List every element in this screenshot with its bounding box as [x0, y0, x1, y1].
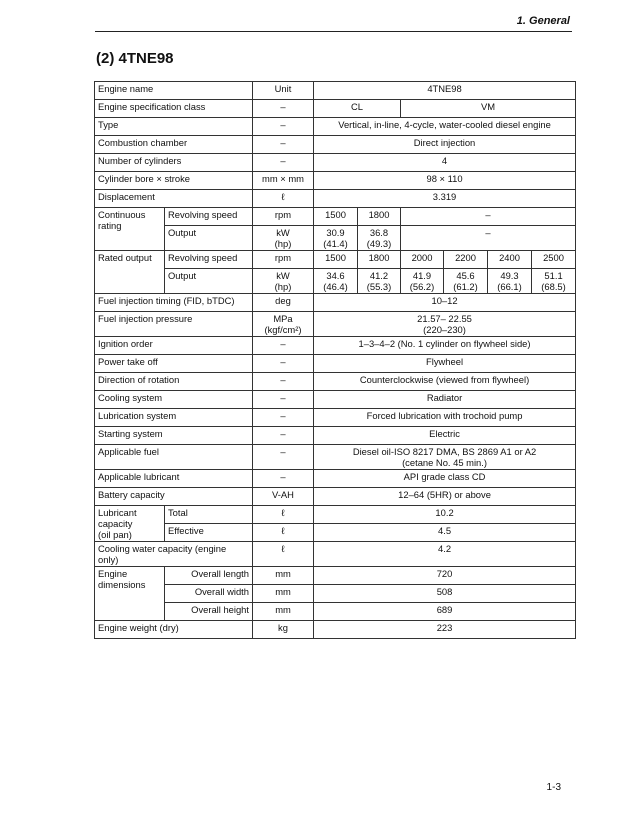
page-number: 1-3: [546, 782, 561, 793]
value-cell: 41.2 (55.3): [358, 269, 401, 294]
table-row: [95, 603, 576, 621]
row-label: Combustion chamber: [95, 136, 253, 154]
value-cell: Vertical, in-line, 4-cycle, water-cooled diesel engine: [314, 118, 576, 136]
table-row: [95, 82, 576, 100]
table-row: [95, 118, 576, 136]
unit-cell: V-AH: [253, 488, 314, 506]
row-label: Displacement: [95, 190, 253, 208]
value-cell: 223: [314, 621, 576, 639]
value-cell: Forced lubrication with trochoid pump: [314, 409, 576, 427]
group-label: Rated output: [95, 251, 165, 294]
table-row: [95, 337, 576, 355]
table-row: [95, 542, 576, 567]
value-cell: 10.2: [314, 506, 576, 524]
unit-cell: ℓ: [253, 542, 314, 567]
table-row: [95, 251, 576, 269]
value-cell: 3.319: [314, 190, 576, 208]
value-cell-vm: VM: [401, 100, 576, 118]
row-label: Starting system: [95, 427, 253, 445]
row-label: Engine name: [95, 82, 253, 100]
unit-cell: –: [253, 445, 314, 470]
table-row: [95, 427, 576, 445]
unit-cell: kg: [253, 621, 314, 639]
row-label: Cooling system: [95, 391, 253, 409]
row-label: Power take off: [95, 355, 253, 373]
row-label: Cooling water capacity (engine only): [95, 542, 253, 567]
value-cell: 2000: [401, 251, 444, 269]
unit-cell: –: [253, 118, 314, 136]
unit-cell: –: [253, 100, 314, 118]
row-label: Fuel injection pressure: [95, 312, 253, 337]
row-label: Battery capacity: [95, 488, 253, 506]
value-cell: 36.8 (49.3): [358, 226, 401, 251]
group-label: Continuous rating: [95, 208, 165, 251]
value-cell: 1800: [358, 208, 401, 226]
unit-cell: mm: [253, 603, 314, 621]
sub-label: Output: [165, 269, 253, 294]
unit-cell: –: [253, 427, 314, 445]
table-row: [95, 567, 576, 585]
row-label: Ignition order: [95, 337, 253, 355]
value-cell: 30.9 (41.4): [314, 226, 358, 251]
table-row: [95, 355, 576, 373]
unit-cell: –: [253, 337, 314, 355]
table-row: [95, 269, 576, 294]
unit-cell: deg: [253, 294, 314, 312]
value-cell: 4.5: [314, 524, 576, 542]
row-label: Engine specification class: [95, 100, 253, 118]
table-row: [95, 100, 576, 118]
table-row: [95, 391, 576, 409]
spec-table: [94, 81, 576, 639]
sub-label: Overall length: [165, 567, 253, 585]
value-cell: 51.1 (68.5): [532, 269, 576, 294]
value-cell-cl: CL: [314, 100, 401, 118]
value-cell: 689: [314, 603, 576, 621]
value-cell: Flywheel: [314, 355, 576, 373]
table-row: [95, 373, 576, 391]
value-cell: 2200: [444, 251, 488, 269]
value-cell: 4TNE98: [314, 82, 576, 100]
row-label: Lubrication system: [95, 409, 253, 427]
unit-cell: mm: [253, 585, 314, 603]
value-cell: API grade class CD: [314, 470, 576, 488]
group-label: Engine dimensions: [95, 567, 165, 621]
unit-cell: mm: [253, 567, 314, 585]
row-label: Engine weight (dry): [95, 621, 253, 639]
table-row: [95, 445, 576, 470]
value-cell: Direct injection: [314, 136, 576, 154]
value-cell: 12–64 (5HR) or above: [314, 488, 576, 506]
sub-label: Total: [165, 506, 253, 524]
table-row: [95, 226, 576, 251]
value-cell: 98 × 110: [314, 172, 576, 190]
table-row: [95, 190, 576, 208]
unit-cell: –: [253, 409, 314, 427]
sub-label: Overall height: [165, 603, 253, 621]
sub-label: Output: [165, 226, 253, 251]
value-cell: 2500: [532, 251, 576, 269]
table-row: [95, 172, 576, 190]
row-label: Cylinder bore × stroke: [95, 172, 253, 190]
value-cell: 508: [314, 585, 576, 603]
table-row: [95, 470, 576, 488]
unit-cell: rpm: [253, 208, 314, 226]
value-cell: 720: [314, 567, 576, 585]
value-cell: 1500: [314, 251, 358, 269]
row-label: Fuel injection timing (FID, bTDC): [95, 294, 253, 312]
value-cell: 4.2: [314, 542, 576, 567]
table-row: [95, 488, 576, 506]
group-label: Lubricant capacity (oil pan): [95, 506, 165, 542]
row-label: Applicable lubricant: [95, 470, 253, 488]
header-rule: [95, 31, 572, 32]
unit-cell: kW (hp): [253, 269, 314, 294]
row-label: Number of cylinders: [95, 154, 253, 172]
unit-cell: –: [253, 154, 314, 172]
row-label: Type: [95, 118, 253, 136]
value-cell: 34.6 (46.4): [314, 269, 358, 294]
table-row: [95, 524, 576, 542]
value-cell: Counterclockwise (viewed from flywheel): [314, 373, 576, 391]
row-label: Applicable fuel: [95, 445, 253, 470]
unit-cell: ℓ: [253, 524, 314, 542]
unit-cell: ℓ: [253, 506, 314, 524]
chapter-header: 1. General: [516, 15, 570, 27]
value-cell: Electric: [314, 427, 576, 445]
unit-cell: –: [253, 373, 314, 391]
unit-cell: MPa (kgf/cm²): [253, 312, 314, 337]
value-cell: 41.9 (56.2): [401, 269, 444, 294]
value-cell: 10–12: [314, 294, 576, 312]
value-cell: Diesel oil-ISO 8217 DMA, BS 2869 A1 or A2 (cetane No. 45 min.): [314, 445, 576, 470]
sub-label: Revolving speed: [165, 251, 253, 269]
value-cell: –: [401, 208, 576, 226]
table-row: [95, 136, 576, 154]
unit-cell: Unit: [253, 82, 314, 100]
value-cell: 1–3–4–2 (No. 1 cylinder on flywheel side): [314, 337, 576, 355]
value-cell: 1800: [358, 251, 401, 269]
section-title: (2) 4TNE98: [96, 50, 174, 67]
sub-label: Effective: [165, 524, 253, 542]
table-row: [95, 585, 576, 603]
sub-label: Revolving speed: [165, 208, 253, 226]
unit-cell: ℓ: [253, 190, 314, 208]
value-cell: 45.6 (61.2): [444, 269, 488, 294]
unit-cell: kW (hp): [253, 226, 314, 251]
value-cell: 4: [314, 154, 576, 172]
value-cell: 1500: [314, 208, 358, 226]
table-row: [95, 154, 576, 172]
table-row: [95, 312, 576, 337]
table-row: [95, 506, 576, 524]
table-row: [95, 621, 576, 639]
value-cell: 49.3 (66.1): [488, 269, 532, 294]
value-cell: –: [401, 226, 576, 251]
unit-cell: mm × mm: [253, 172, 314, 190]
unit-cell: –: [253, 355, 314, 373]
sub-label: Overall width: [165, 585, 253, 603]
table-row: [95, 409, 576, 427]
value-cell: 21.57– 22.55 (220–230): [314, 312, 576, 337]
row-label: Direction of rotation: [95, 373, 253, 391]
unit-cell: –: [253, 470, 314, 488]
value-cell: 2400: [488, 251, 532, 269]
table-row: [95, 208, 576, 226]
unit-cell: –: [253, 136, 314, 154]
unit-cell: –: [253, 391, 314, 409]
unit-cell: rpm: [253, 251, 314, 269]
table-row: [95, 294, 576, 312]
value-cell: Radiator: [314, 391, 576, 409]
